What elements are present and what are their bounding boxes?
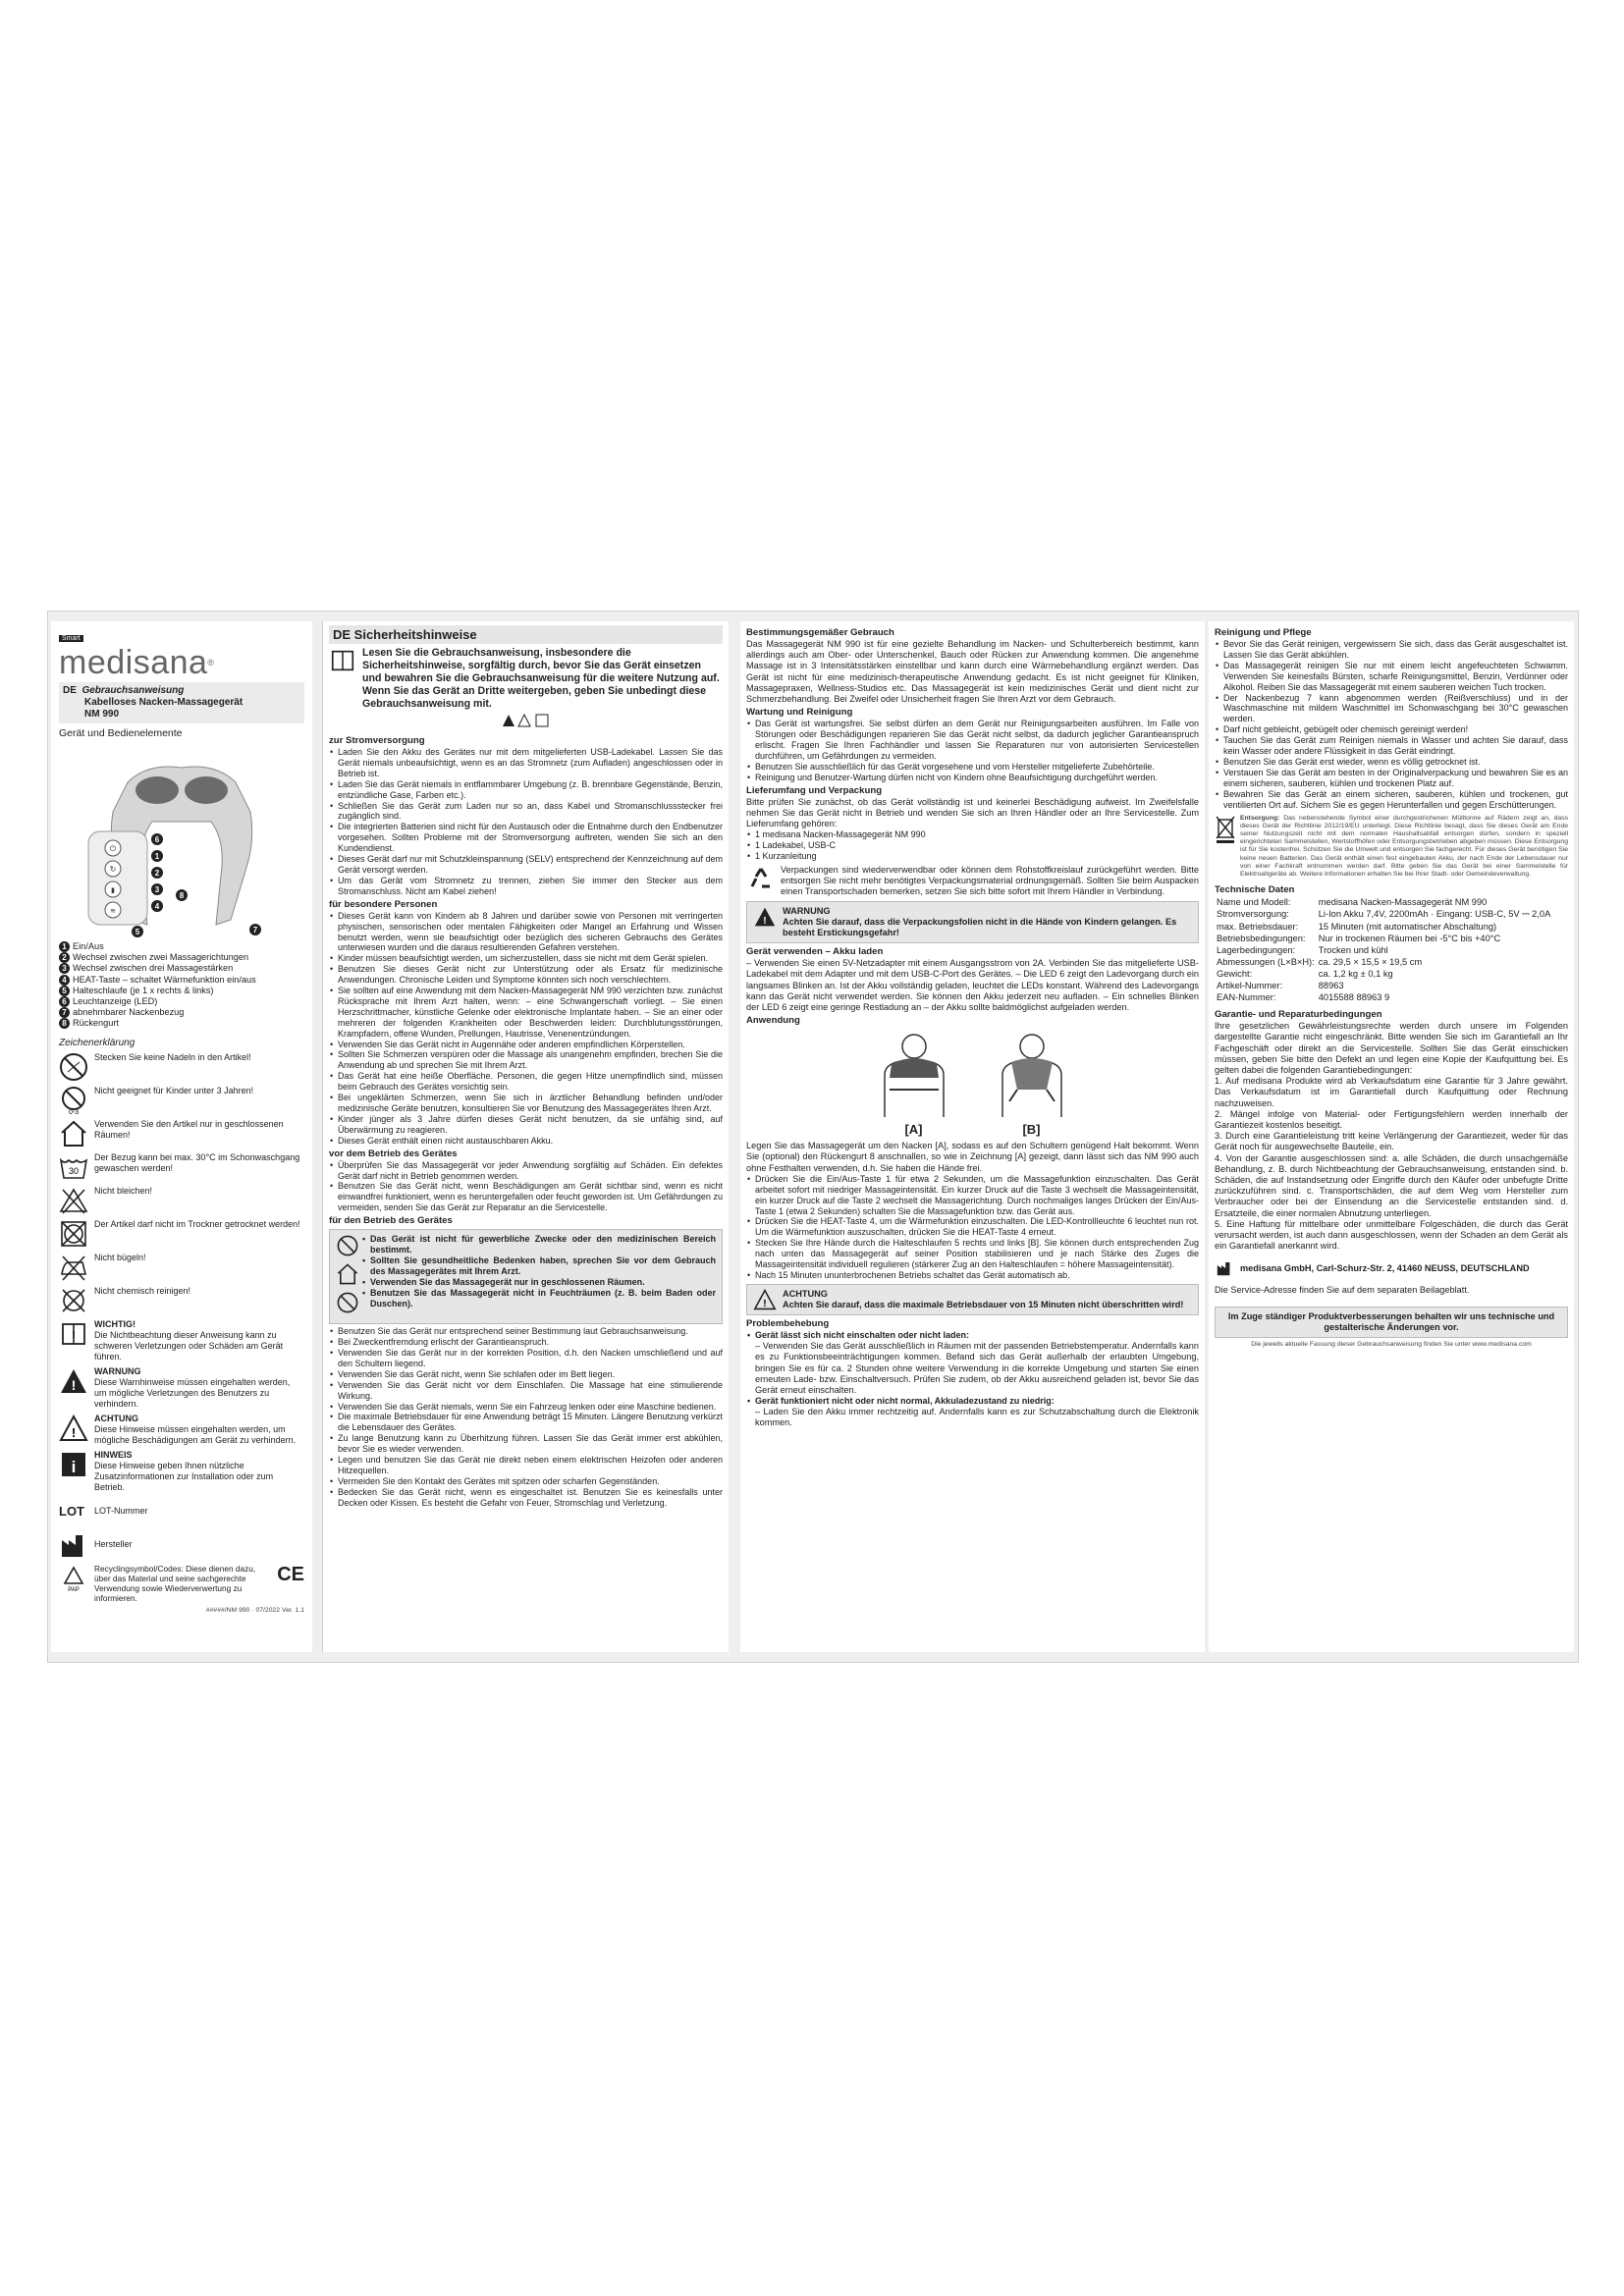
legend-row: Verwenden Sie den Artikel nur in geschlossenen Räumen! [59,1119,304,1148]
caution-triangle-icon [753,1289,777,1310]
parts-item: 3 Wechsel zwischen drei Massagestärken [59,963,304,974]
parts-item: 5 Halteschlaufe (je 1 x rechts & links) [59,986,304,996]
legend-row: Der Artikel darf nicht im Trockner getrocknet werden! [59,1219,304,1249]
important-row: ! WICHTIG! Die Nichtbeachtung dieser Anweisung kann zu schweren Verletzungen oder Schäden am Gerät führen. [59,1319,304,1362]
column-safety: DE Sicherheitshinweise Lesen Sie die Gebrauchsanweisung, insbesondere die Sicherheitshinweise, sorgfältig durch, bevor Sie das Gerät einsetzen und bewahren Sie die Gebrauchsanweisung für die weitere Nutzung auf. Wenn Sie das Gerät an Dritte weitergeben, geben Sie unbedingt diese Gebrauchsanweisung mit. zur Stromversorgung • Laden Sie den Akku des Gerätes nur mit dem mitgelieferten USB-Ladekabel. Lassen Sie das Gerät niemals unbeaufsichtigt, wenn es an das Stromnetz (zum Aufladen) angeschlossen oder in Betrieb ist. • Laden Sie das Gerät niemals in entflammbarer Umgebung (z. B. brennbare Gegenstände, Benzin, entzündliche Gase, Farben etc.). • Schließen Sie das Gerät zum Laden nur so an, dass Kabel und Stromanschlussstecker frei zugänglich sind. • Die integrierten Batterien sind nicht für den Austausch oder die Entnahme durch den Endbenutzer vorgesehen. Sollten Probleme mit der Stromversorgung auftreten, wenden Sie sich an den Kundendienst. • Dieses Gerät darf nur mit Schutzkleinspannung (SELV) entsprechend der Kennzeichnung auf dem Gerät versorgt werden. • Um das Gerät vom Stromnetz zu trennen, ziehen Sie immer den Stecker aus dem Stromanschluss. Nicht am Kabel ziehen! für besondere Personen • Dieses Gerät kann von Kindern ab 8 Jahren und darüber sowie von Personen mit verringerten physischen, sensorischen oder mentalen Fähigkeiten oder Mangel an Erfahrung und Wissen benutzt werden, wenn sie beaufsichtigt oder bezüglich des sicheren Gebrauchs des Gerätes unterwiesen wurden und die daraus resultierenden Gefahren verstehen. • Kinder müssen beaufsichtigt werden, um sicherzustellen, dass sie nicht mit dem Gerät spielen. • Benutzen Sie dieses Gerät nicht zur Unterstützung oder als Ersatz für medizinische Anwendungen. Chronische Leiden und Symptome könnten sich noch verschlechtern. • Sie sollten auf eine Anwendung mit dem Nacken-Massagegerät NM 990 verzichten bzw. zunächst Rücksprache mit Ihrem Arzt halten, wenn: – eine Schwangerschaft vorliegt. – Sie einen Herzschrittmacher, künstliche Gelenke oder elektronische Implantate haben. – Sie an einer oder mehreren der folgenden Krankheiten oder Beschwerden leiden: Durchblutungsstörungen, Krampfadern, offene Wunden, Prellungen, Hautrisse, Venenentzündungen. • Verwenden Sie das Gerät nicht in Augennähe oder anderen empfindlichen Körperstellen. • Sollten Sie Schmerzen verspüren oder die Massage als unangenehm empfinden, brechen Sie die Anwendung ab und sprechen Sie mit Ihrem Arzt. • Das Gerät hat eine heiße Oberfläche. Personen, die gegen Hitze unempfindlich sind, müssen beim Gebrauch des Gerätes vorsichtig sein. • Bei ungeklärten Schmerzen, wenn Sie sich in ärztlicher Behandlung befinden und/oder medizinische Geräte benutzen, konsultieren Sie vor Benutzung des Massagegerätes Ihren Arzt. • Kinder jünger als 3 Jahre dürfen dieses Gerät nicht benutzen, da sie unfähig sind, auf Überwärmung zu reagieren. • Dieses Gerät enthält einen nicht austauschbaren Akku. vor dem Betrieb des Gerätes • Überprüfen Sie das Massagegerät vor jeder Anwendung sorgfältig auf Schäden. Ein defektes Gerät darf nicht in Betrieb genommen werden. • Benutzen Sie das Gerät nicht, wenn Beschädigungen am Gerät sichtbar sind, wenn es nicht einwandfrei funktioniert, wenn es heruntergefallen oder feucht geworden ist. Um Gefährdungen zu vermeiden, senden Sie das Gerät zur Reparatur an die Servicestelle. für den Betrieb des Gerätes • Das Gerät ist nicht für gewerbliche Zwecke oder den medizinischen Bereich bestimmt. • Sollten Sie gesundheitliche Bedenken haben, sprechen Sie vor dem Gebrauch des Massagegerätes mit Ihrem Arzt. • Verwenden Sie das Massagegerät nur in geschlossenen Räumen. • Benutzen Sie das Massagegerät nicht in Feuchträumen (z. B. beim Baden oder Duschen). • Benutzen Sie das Gerät nur entsprechend seiner Bestimmung laut Gebrauchsanweisung. • Bei Zweckentfremdung erlischt der Garantieanspruch. • Verwenden Sie das Gerät nur in der korrekten Position, d.h. den Nacken umschließend und auf den Schultern liegend. • Verwenden Sie das Gerät nicht, wenn Sie schlafen oder im Bett liegen. • Verwenden Sie das Gerät nicht vor dem Einschlafen. Die Massage hat eine stimulierende Wirkung. • Verwenden Sie das Gerät niemals, wenn Sie ein Fahrzeug lenken oder eine Maschine bedienen. • Die maximale Betriebsdauer für eine Anwendung beträgt 15 Minuten. Längere Benutzung verkürzt die Lebensdauer des Gerätes. • Zu lange Benutzung kann zu Überhitzung führen. Lassen Sie das Gerät immer erst abkühlen, bevor Sie es wieder verwenden. • Legen und benutzen Sie das Gerät nie direkt neben einem elektrischen Heizofen oder anderen Hitzequellen. • Vermeiden Sie den Kontakt des Gerätes mit spitzen oder scharfen Gegenständen. • Bedecken Sie das Gerät nicht, wenn es eingeschaltet ist. Benutzen Sie es keinesfalls unter Decken oder Kissen. Es besteht die Gefahr von Feuer, Stromschlag und Verletzung. [322,621,729,1652]
svg-text:⏻: ⏻ [109,844,117,853]
legend-row: Stecken Sie keine Nadeln in den Artikel! [59,1052,304,1082]
brand-tag: Smart [59,635,83,642]
recycling-note: Verpackungen sind wiederverwendbar oder können dem Rohstoffkreislauf zurückgeführt werden. Bitte entsorgen Sie nicht mehr benötigtes Verpackungsmaterial ordnungsgemäß. Sollten Sie beim Auspacken einen Transportschaden bemerken, setzen Sie sich bitte sofort mit Ihrem Händler in Verbindung. [746,865,1199,898]
column-usage: Bestimmungsgemäßer Gebrauch Das Massagegerät NM 990 ist für eine gezielte Behandlung im Nacken- und Schulterbereich bestimmt, kann allerdings auch am Ober- oder Unterschenkel, Bauch oder Rücken zur Anwendung kommen. Die angenehme Massage ist in 3 Intensitätsstärken einstellbar und kann durch eine Wärmebehandlung ergänzt werden. Das Gerät ist nicht für eine medizinisch-therapeutische Anwendung gedacht. Es ist nicht geeignet für Kliniken, Massagepraxen, Wellness-Studios etc. Das Massagegerät ist kein medizinisches Gerät und dient nicht zur Schmerzbehandlung. Bei Zweifel oder Unsicherheit fragen Sie Ihren Arzt vor dem Gebrauch. Wartung und Reinigung • Das Gerät ist wartungsfrei. Sie selbst dürfen an dem Gerät nur Reinigungsarbeiten ausführen. Im Falle von Störungen oder Beschädigungen reparieren Sie das Gerät nicht selbst, da dadurch jeglicher Garantieanspruch erlischt. Fragen Sie Ihren Fachhändler und lassen Sie Reparaturen nur von autorisierten Servicestellen durchführen, um Gefährdungen zu vermeiden. • Benutzen Sie ausschließlich für das Gerät vorgesehene und vom Hersteller mitgelieferte Zubehörteile. • Reinigung und Benutzer-Wartung dürfen nicht von Kindern ohne Beaufsichtigung durchgeführt werden. Lieferumfang und Verpackung Bitte prüfen Sie zunächst, ob das Gerät vollständig ist und keinerlei Beschädigung aufweist. Im Zweifelsfalle nehmen Sie das Gerät nicht in Betrieb und wenden Sie sich an Ihren Händler oder an Ihre Servicestelle. Zum Lieferumfang gehören: • 1 medisana Nacken-Massagegerät NM 990 • 1 Ladekabel, USB-C • 1 Kurzanleitung Verpackungen sind wiederverwendbar oder können dem Rohstoffkreislauf zurückgeführt werden. Bitte entsorgen Sie nicht mehr benötigtes Verpackungsmaterial ordnungsgemäß. Sollten Sie beim Auspacken einen Transportschaden bemerken, setzen Sie sich bitte sofort mit Ihrem Händler in Verbindung. ! WARNUNG Achten Sie darauf, dass die Verpackungsfolien nicht in die Hände von Kindern gelangen. Es besteht Erstickungsgefahr! Gerät verwenden – Akku laden – Verwenden Sie einen 5V-Netzadapter mit einem Ausgangsstrom von 2A. Verbinden Sie das mitgelieferte USB-Ladekabel mit dem Adapter und mit dem USB-C-Port des Gerätes. – Die LED 6 zeigt den Ladevorgang durch ein langsames Blinken an. Ist der Akku vollständig geladen, leuchtet die LEDs konstant. Während des Ladevorgangs kann das Gerät nicht verwendet werden. Sie können den Akku jederzeit neu aufladen. – Ein schnelles Blinken der LED 6 zeigt eine geringe Restladung an – der Akku sollte baldmöglichst aufgeladen werden. Anwendung [A] [B] Legen Sie das Massagegerät um den Nacken [A], sodass es auf den Schultern genügend Halt bekommt. Wenn Sie (optional) den Rückengurt 8 anschnallen, so wie in Zeichnung [A] gezeigt, dann lässt sich das NM 990 auch ohne Festhalten verwenden, d.h. Sie haben die Hände frei. • Drücken Sie die Ein/Aus-Taste 1 für etwa 2 Sekunden, um die Massagefunktion einzuschalten. Das Gerät arbeitet sofort mit niedriger Massageintensität. Ein kurzer Druck auf die Taste 3 wechselt die Massageintensität, ein kurzer Druck auf die Taste 2 wechselt die Massagerichtung. Durch nochmaliges langes Drücken der Ein/Aus-Taste 1 (etwa 2 Sekunden) schalten Sie die Massagefunktion bzw. das Gerät aus. • Drücken Sie die HEAT-Taste 4, um die Wärmefunktion einzuschalten. Die LED-Kontrollleuchte 6 leuchtet nun rot. Um die Wärmefunktion auszuschalten, drücken Sie die HEAT-Taste 4 erneut. • Stecken Sie Ihre Hände durch die Halteschlaufen 5 rechts und links [B]. Sie können durch entsprechenden Zug nach unten das Massagegerät auf seiner Position stabilisieren und je nach Stärke des Zuges die Massageintensität individuell regulieren (stärkerer Zug an den Halteschlaufen = höhere Massageintensität). • Nach 15 Minuten ununterbrochenen Betriebs schaltet das Gerät automatisch ab. ! ACHTUNG Achten Sie darauf, dass die maximale Betriebsdauer von 15 Minuten nicht überschritten wird! Problembehebung • Gerät lässt sich nicht einschalten oder nicht laden: – Verwenden Sie das Gerät ausschließlich in Räumen mit der passenden Betriebstemperatur. Andernfalls kann es zu Funktionsbeeinträchtigungen kommen. Befand sich das Gerät außerhalb der erlaubten Umgebung, bringen Sie es für ca. 2 Stunden ohne weitere Verwendung in die korrekte Umgebung und starten Sie einen erneuten Lade- bzw. Einschaltversuch. Prüfen Sie zudem, ob der Akku ausreichend geladen ist, bevor Sie das Gerät erneut einschalten. • Gerät funktioniert nicht oder nicht normal, Akkuladezustand zu niedrig: – Laden Sie den Akku immer rechtzeitig auf. Andernfalls kann es zur Schutzabschaltung durch die Elektronik kommen. [740,621,1205,1652]
tech-row: Artikel-Nummer: 88963 [1217,981,1344,991]
package-warning: ! WARNUNG Achten Sie darauf, dass die Verpackungsfolien nicht in die Hände von Kindern gelangen. Es besteht Erstickungsgefahr! [746,901,1199,944]
factory-icon [1215,1259,1234,1277]
warning-triangle-icon [753,906,777,928]
before-list: • Überprüfen Sie das Massagegerät vor jeder Anwendung sorgfältig auf Schäden. Ein defektes Gerät darf nicht in Betrieb genommen werden. • Benutzen Sie das Gerät nicht, wenn Beschädigungen am Gerät sichtbar sind, wenn es nicht einwandfrei funktioniert, wenn es heruntergefallen oder feucht geworden ist. Um Gefährdungen zu vermeiden, senden Sie das Gerät zur Reparatur an die Servicestelle. [329,1160,723,1214]
svg-text:!: ! [72,1329,76,1341]
svg-text:7: 7 [252,926,258,934]
svg-text:3: 3 [154,885,160,894]
svg-text:≋: ≋ [110,908,116,915]
legend-row: 30 Der Bezug kann bei max. 30°C im Schonwaschgang gewaschen werden! [59,1152,304,1182]
safety-title: DE Sicherheitshinweise [329,625,723,644]
person-front-illustration [988,1031,1076,1117]
indoor-only-icon [59,1119,88,1148]
indoor-icon [336,1262,359,1286]
svg-text:i: i [71,1457,77,1476]
svg-text:!: ! [763,915,767,927]
product-header: DE Gebrauchsanweisung Kabelloses Nacken-Massagegerät NM 990 [59,682,304,723]
tech-row: Abmessungen (L×B×H): ca. 29,5 × 15,5 × 19,5 cm [1217,957,1423,968]
legend-row: Nicht bügeln! [59,1253,304,1282]
safety-box [329,1229,723,1324]
safety-box-list: • Das Gerät ist nicht für gewerbliche Zwecke oder den medizinischen Bereich bestimmt. • Sollten Sie gesundheitliche Bedenken haben, sprechen Sie vor dem Gebrauch des Massagegerätes mit Ihrem Arzt. • Verwenden Sie das Massagegerät nur in geschlossenen Räumen. • Benutzen Sie das Massagegerät nicht in Feuchträumen (z. B. beim Baden oder Duschen). [361,1234,716,1319]
svg-text:▮: ▮ [111,887,115,894]
improvement-note: Im Zuge ständiger Produktverbesserungen behalten wir uns technische und gestalterische Änderungen vor. [1215,1307,1568,1338]
info-icon [59,1450,88,1479]
safety-symbols [329,714,723,732]
safety-intro: Lesen Sie die Gebrauchsanweisung, insbesondere die Sicherheitshinweise, sorgfältig durch, bevor Sie das Gerät einsetzen und bewahren Sie die Gebrauchsanweisung für die weitere Nutzung auf. Wenn Sie das Gerät an Dritte weitergeben, geben Sie unbedingt diese Gebrauchsanweisung mit. [329,647,723,711]
tech-row: Betriebsbedingungen: Nur in trockenen Räumen bei -5°C bis +40°C [1217,934,1501,944]
svg-text:!: ! [71,1376,77,1393]
no-dry-clean-icon [59,1286,88,1315]
delivery-list: • 1 medisana Nacken-Massagegerät NM 990 • 1 Ladekabel, USB-C • 1 Kurzanleitung [746,829,1199,862]
parts-item: 4 HEAT-Taste – schaltet Wärmefunktion ein/aus [59,975,304,986]
recycle-code-icon [59,1564,88,1593]
svg-text:8: 8 [179,891,185,900]
factory-icon [59,1530,88,1560]
svg-text:↻: ↻ [109,865,117,874]
lot-label: LOT [59,1503,84,1519]
footer-code: #####/NM 990 · 07/2022 Ver. 1.1 [205,1606,304,1614]
cleaning-list: • Bevor Sie das Gerät reinigen, vergewissern Sie sich, dass das Gerät ausgeschaltet ist. Lassen Sie das Gerät abkühlen. • Das Massagegerät reinigen Sie nur mit einem leicht angefeuchteten Schwamm. Verwenden Sie keinesfalls Bürsten, scharfe Reinigungsmittel, Benzin, Verdünner oder Alkohol. Reiben Sie das Massagegerät mit einem sauberen weichen Tuch trocken. • Der Nackenbezug 7 kann abgenommen werden (Reißverschluss) und in der Waschmaschine mit mildem Waschmittel im Schonwaschgang bei 30°C gewaschen werden. • Darf nicht gebleicht, gebügelt oder chemisch gereinigt werden! • Tauchen Sie das Gerät zum Reinigen niemals in Wasser und achten Sie darauf, dass kein Wasser oder andere Flüssigkeit in das Gerät eindringt. • Benutzen Sie das Gerät erst wieder, wenn es völlig getrocknet ist. • Verstauen Sie das Gerät am besten in der Originalverpackung und bewahren Sie es an einem sicheren, sauberen, kühlen und trockenen Platz auf. • Bewahren Sie das Gerät an einem sicheren, sauberen, kühlen und trockenen, gut ventilierten Ort auf. Sichern Sie es gegen Herunterfallen und gegen Erschütterungen. [1215,639,1568,811]
usage-figures [746,1031,1199,1137]
figure-a: [A] [870,1031,958,1137]
no-iron-icon [59,1253,88,1282]
persons-list: • Dieses Gerät kann von Kindern ab 8 Jahren und darüber sowie von Personen mit verringerten physischen, sensorischen oder mentalen Fähigkeiten oder Mangel an Erfahrung und Wissen benutzt werden, wenn sie beaufsichtigt oder bezüglich des sicheren Gebrauchs des Gerätes unterwiesen wurden und die daraus resultierenden Gefahren verstehen. • Kinder müssen beaufsichtigt werden, um sicherzustellen, dass sie nicht mit dem Gerät spielen. • Benutzen Sie dieses Gerät nicht zur Unterstützung oder als Ersatz für medizinische Anwendungen. Chronische Leiden und Symptome könnten sich noch verschlechtern. • Sie sollten auf eine Anwendung mit dem Nacken-Massagegerät NM 990 verzichten bzw. zunächst Rücksprache mit Ihrem Arzt halten, wenn: – eine Schwangerschaft vorliegt. – Sie einen Herzschrittmacher, künstliche Gelenke oder elektronische Implantate haben. – Sie an einer oder mehreren der folgenden Krankheiten oder Beschwerden leiden: Durchblutungsstörungen, Krampfadern, offene Wunden, Prellungen, Hautrisse, Venenentzündungen. • Verwenden Sie das Gerät nicht in Augennähe oder anderen empfindlichen Körperstellen. • Sollten Sie Schmerzen verspüren oder die Massage als unangenehm empfinden, brechen Sie die Anwendung ab und sprechen Sie mit Ihrem Arzt. • Das Gerät hat eine heiße Oberfläche. Personen, die gegen Hitze unempfindlich sind, müssen beim Gebrauch des Gerätes vorsichtig sein. • Bei ungeklärten Schmerzen, wenn Sie sich in ärztlicher Behandlung befinden und/oder medizinische Geräte benutzen, konsultieren Sie vor Benutzung des Massagegerätes Ihren Arzt. • Kinder jünger als 3 Jahre dürfen dieses Gerät nicht benutzen, da sie unfähig sind, auf Überwärmung zu reagieren. • Dieses Gerät enthält einen nicht austauschbaren Akku. [329,911,723,1147]
company-row: medisana GmbH, Carl-Schurz-Str. 2, 41460 NEUSS, DEUTSCHLAND [1215,1259,1568,1277]
recycling-icon [746,865,776,894]
no-needles-icon [59,1052,88,1082]
tech-row: Name und Modell: medisana Nacken-Massagegerät NM 990 [1217,897,1488,908]
parts-item: 1 Ein/Aus [59,941,304,952]
note-row: i HINWEIS Diese Hinweise geben Ihnen nützliche Zusatzinformationen zur Installation oder zum Betrieb. [59,1450,304,1493]
legend-row: Nicht chemisch reinigen! [59,1286,304,1315]
parts-item: 2 Wechsel zwischen zwei Massagerichtungen [59,952,304,963]
ce-mark: CE [277,1563,304,1585]
maintenance-list: • Das Gerät ist wartungsfrei. Sie selbst dürfen an dem Gerät nur Reinigungsarbeiten ausführen. Im Falle von Störungen oder Beschädigungen reparieren Sie das Gerät nicht selbst, da dadurch jeglicher Garantieanspruch erlischt. Fragen Sie Ihren Fachhändler und lassen Sie Reparaturen nur von autorisierten Servicestellen durchführen, um Gefährdungen zu vermeiden. • Benutzen Sie ausschließlich für das Gerät vorgesehene und vom Hersteller mitgelieferte Zubehörteile. • Reinigung und Benutzer-Wartung dürfen nicht von Kindern ohne Beaufsichtigung durchgeführt werden. [746,719,1199,782]
warning-triangle-icon [59,1366,88,1396]
no-children-icon [59,1086,88,1115]
wash-30-icon [59,1152,88,1182]
svg-text:!: ! [71,1424,77,1440]
tech-row: Lagerbedingungen: Trocken und kühl [1217,945,1388,956]
column-care: Reinigung und Pflege • Bevor Sie das Gerät reinigen, vergewissern Sie sich, dass das Gerät ausgeschaltet ist. Lassen Sie das Gerät abkühlen. • Das Massagegerät reinigen Sie nur mit einem leicht angefeuchteten Schwamm. Verwenden Sie keinesfalls Bürsten, scharfe Reinigungsmittel, Benzin, Verdünner oder Alkohol. Reiben Sie das Massagegerät mit einem sauberen weichen Tuch trocken. • Der Nackenbezug 7 kann abgenommen werden (Reißverschluss) und in der Waschmaschine mit mildem Waschmittel im Schonwaschgang bei 30°C gewaschen werden. • Darf nicht gebleicht, gebügelt oder chemisch gereinigt werden! • Tauchen Sie das Gerät zum Reinigen niemals in Wasser und achten Sie darauf, dass kein Wasser oder andere Flüssigkeit in das Gerät eindringt. • Benutzen Sie das Gerät erst wieder, wenn es völlig getrocknet ist. • Verstauen Sie das Gerät am besten in der Originalverpackung und bewahren Sie es an einem sicheren, sauberen, kühlen und trockenen Platz auf. • Bewahren Sie das Gerät an einem sicheren, sauberen, kühlen und trockenen, gut ventilierten Ort auf. Sichern Sie es gegen Herunterfallen und gegen Erschütterungen. Entsorgung: Das nebenstehende Symbol einer durchgestrichenen Mülltonne auf Rädern zeigt an, dass dieses Gerät der Richtlinie 2012/19/EU unterliegt. Diese Richtlinie besagt, dass Sie dieses Gerät am Ende seiner Nutzungszeit nicht mit dem normalen Haushaltsabfall entsorgen dürfen, sondern in speziell eingerichteten Sammelstellen, Wertstoffhöfen oder Entsorgungsbetrieben abgeben müssen. Diese Entsorgung ist für Sie kostenfrei. Schützen Sie die Umwelt und entsorgen Sie fachgerecht. Für dieses Gerät benötigen Sie keine neuen Batterien. Das Gerät enthält einen fest eingebauten Akku, der nach Ende der Lebensdauer nur von einer Fachkraft entnommen werden darf. Bitte geben Sie das Gerät bei einer Sammelstelle für Elektroaltgeräte ab. Weitere Informationen erhalten Sie bei Ihrer Stadt- oder Gemeindeverwaltung. Technische Daten Name und Modell: medisana Nacken-Massagegerät NM 990 Stromversorgung: Li-Ion Akku 7,4V, 2200mAh · Eingang: USB-C, 5V ⎓ 2,0A max. Betriebsdauer: 15 Minuten (mit automatischer Abschaltung) Betriebsbedingungen: Nur in trockenen Räumen bei -5°C bis +40°C Lagerbedingungen: Trocken und kühl Abmessungen (L×B×H): ca. 29,5 × 15,5 × 19,5 cm Gewicht: ca. 1,2 kg ± 0,1 kg Artikel-Nummer: 88963 EAN-Nummer: 4015588 88963 9 Garantie- und Reparaturbedingungen Ihre gesetzlichen Gewährleistungsrechte werden durch unsere im Folgenden dargestellte Garantie nicht eingeschränkt. Bitte wenden Sie sich im Garantiefall an Ihr Fachgeschäft oder direkt an die Servicestelle. Sollten Sie das Gerät einschicken müssen, geben Sie bitte den Defekt an und legen eine Kopie der Kaufquittung bei. Es gelten dabei die folgenden Garantiebedingungen: 1. Auf medisana Produkte wird ab Verkaufsdatum eine Garantie für 3 Jahre gewährt. Das Verkaufsdatum ist im Garantiefall durch Kaufquittung oder Rechnung nachzuweisen. 2. Mängel infolge von Material- oder Fertigungsfehlern werden innerhalb der Garantiezeit kostenlos beseitigt. 3. Durch eine Garantieleistung tritt keine Verlängerung der Garantiezeit, weder für das Gerät noch für ausgewechselte Bauteile, ein. 4. Von der Garantie ausgeschlossen sind: a. alle Schäden, die durch unsachgemäße Behandlung, z. B. durch Nichtbeachtung der Gebrauchsanweisung, entstanden sind. b. Schäden, die auf Instandsetzung oder Eingriffe durch den Käufer oder unbefugte Dritte zurückzuführen sind. c. Transportschäden, die auf dem Weg vom Hersteller zum Verbraucher oder bei der Einsendung an die Servicestelle entstanden sind. d. Ersatzteile, die einer normalen Abnutzung unterliegen. 5. Eine Haftung für mittelbare oder unmittelbare Folgeschäden, die durch das Gerät verursacht werden, ist auch dann ausgeschlossen, wenn der Schaden an dem Gerät als ein Garantiefall anerkannt wird. medisana GmbH, Carl-Schurz-Str. 2, 41460 NEUSS, DEUTSCHLAND Die Service-Adresse finden Sie auf dem separaten Beilageblatt. Im Zuge ständiger Produktverbesserungen behalten wir uns technische und gestalterische Änderungen vor. Die jeweils aktuelle Fassung dieser Gebrauchsanweisung finden Sie unter www.medisana.com [1209,621,1574,1652]
apply-steps: • Drücken Sie die Ein/Aus-Taste 1 für etwa 2 Sekunden, um die Massagefunktion einzuschalten. Das Gerät arbeitet sofort mit niedriger Massageintensität. Ein kurzer Druck auf die Taste 3 wechselt die Massageintensität, ein kurzer Druck auf die Taste 2 wechselt die Massagerichtung. Durch nochmaliges langes Drücken der Ein/Aus-Taste 1 (etwa 2 Sekunden) schalten Sie die Massagefunktion bzw. das Gerät aus. • Drücken Sie die HEAT-Taste 4, um die Wärmefunktion einzuschalten. Die LED-Kontrollleuchte 6 leuchtet nun rot. Um die Wärmefunktion auszuschalten, drücken Sie die HEAT-Taste 4 erneut. • Stecken Sie Ihre Hände durch die Halteschlaufen 5 rechts und links [B]. Sie können durch entsprechenden Zug nach unten das Massagegerät auf seiner Position stabilisieren und je nach Stärke des Zuges die Massageintensität individuell regulieren (stärkerer Zug an den Halteschlaufen = höhere Massageintensität). • Nach 15 Minuten ununterbrochenen Betriebs schaltet das Gerät automatisch ab. [746,1174,1199,1281]
svg-text:PAP: PAP [68,1586,80,1593]
crossed-bin-icon [1215,815,1236,844]
no-commercial-icon [336,1234,359,1257]
trouble-list: • Gerät lässt sich nicht einschalten oder nicht laden: [746,1330,1199,1341]
brand-logo: medisana® [59,644,215,681]
svg-text:5: 5 [135,928,140,936]
parts-item: 6 Leuchtanzeige (LED) [59,996,304,1007]
warranty-list: 1. Auf medisana Produkte wird ab Verkaufsdatum eine Garantie für 3 Jahre gewährt. Das Verkaufsdatum ist im Garantiefall durch Kaufquittung oder Rechnung nachzuweisen. 2. Mängel infolge von Material- oder Fertigungsfehlern werden innerhalb der Garantiezeit kostenlos beseitigt. 3. Durch eine Garantieleistung tritt keine Verlängerung der Garantiezeit, weder für das Gerät noch für ausgewechselte Bauteile, ein. 4. Von der Garantie ausgeschlossen sind: a. alle Schäden, die durch unsachgemäße Behandlung, z. B. durch Nichtbeachtung der Gebrauchsanweisung, entstanden sind. b. Schäden, die auf Instandsetzung oder Eingriffe durch den Käufer oder unbefugte Dritte zurückzuführen sind. c. Transportschäden, die auf dem Weg vom Hersteller zum Verbraucher oder bei der Einsendung an die Servicestelle entstanden sind. d. Ersatzteile, die einer normalen Abnutzung unterliegen. 5. Eine Haftung für mittelbare oder unmittelbare Folgeschäden, die durch das Gerät verursacht werden, ist auch dann ausgeschlossen, wenn der Schaden an dem Gerät als ein Garantiefall anerkannt wird. [1215,1076,1568,1252]
operation-list: • Benutzen Sie das Gerät nur entsprechend seiner Bestimmung laut Gebrauchsanweisung. • Bei Zweckentfremdung erlischt der Garantieanspruch. • Verwenden Sie das Gerät nur in der korrekten Position, d.h. den Nacken umschließend und auf den Schultern liegend. • Verwenden Sie das Gerät nicht, wenn Sie schlafen oder im Bett liegen. • Verwenden Sie das Gerät nicht vor dem Einschlafen. Die Massage hat eine stimulierende Wirkung. • Verwenden Sie das Gerät niemals, wenn Sie ein Fahrzeug lenken oder eine Maschine bedienen. • Die maximale Betriebsdauer für eine Anwendung beträgt 15 Minuten. Längere Benutzung verkürzt die Lebensdauer des Gerätes. • Zu lange Benutzung kann zu Überhitzung führen. Lassen Sie das Gerät immer erst abkühlen, bevor Sie es wieder verwenden. • Legen und benutzen Sie das Gerät nie direkt neben einem elektrischen Heizofen oder anderen Hitzequellen. • Vermeiden Sie den Kontakt des Gerätes mit spitzen oder scharfen Gegenständen. • Bedecken Sie das Gerät nicht, wenn es eingeschaltet ist. Benutzen Sie es keinesfalls unter Decken oder Kissen. Es besteht die Gefahr von Feuer, Stromschlag und Verletzung. [329,1326,723,1508]
no-bleach-icon [59,1186,88,1215]
no-shower-icon [336,1291,359,1314]
time-warning: ! ACHTUNG Achten Sie darauf, dass die maximale Betriebsdauer von 15 Minuten nicht überschritten wird! [746,1284,1199,1315]
manufacturer-row: Hersteller [59,1530,304,1560]
svg-text:6: 6 [154,835,160,844]
recycle-row: PAP Recyclingsymbol/Codes: Diese dienen dazu, über das Material und seine sachgerechte Verwendung sowie Wiederverwertung zu informieren. CE [59,1564,304,1603]
read-manual-icon [329,647,356,674]
caution-triangle-icon [59,1414,88,1443]
parts-list [59,941,304,1030]
person-back-illustration [870,1031,958,1117]
power-list: • Laden Sie den Akku des Gerätes nur mit dem mitgelieferten USB-Ladekabel. Lassen Sie das Gerät niemals unbeaufsichtigt, wenn es an das Stromnetz (zum Aufladen) angeschlossen oder in Betrieb ist. • Laden Sie das Gerät niemals in entflammbarer Umgebung (z. B. brennbare Gegenstände, Benzin, entzündliche Gase, Farben etc.). • Schließen Sie das Gerät zum Laden nur so an, dass Kabel und Stromanschlussstecker frei zugänglich sind. • Die integrierten Batterien sind nicht für den Austausch oder die Entnahme durch den Endbenutzer vorgesehen. Sollten Probleme mit der Stromversorgung auftreten, wenden Sie sich an den Kundendienst. • Dieses Gerät darf nur mit Schutzkleinspannung (SELV) entsprechend der Kennzeichnung auf dem Gerät versorgt werden. • Um das Gerät vom Stromnetz zu trennen, ziehen Sie immer den Stecker aus dem Stromanschluss. Nicht am Kabel ziehen! [329,747,723,897]
no-tumble-dry-icon [59,1219,88,1249]
figure-b: [B] [988,1031,1076,1137]
disposal-section: Entsorgung: Das nebenstehende Symbol einer durchgestrichenen Mülltonne auf Rädern zeigt an, dass dieses Gerät der Richtlinie 2012/19/EU unterliegt. Diese Richtlinie besagt, dass Sie dieses Gerät am Ende seiner Nutzungszeit nicht mit dem normalen Haushaltsabfall entsorgen dürfen, sondern in speziell eingerichteten Sammelstellen, Wertstoffhöfen oder Entsorgungsbetrieben abgeben müssen. Diese Entsorgung ist für Sie kostenfrei. Schützen Sie die Umwelt und entsorgen Sie fachgerecht. Für dieses Gerät benötigen Sie keine neuen Batterien. Das Gerät enthält einen fest eingebauten Akku, der nach Ende der Lebensdauer nur von einer Fachkraft entnommen werden darf. Bitte geben Sie das Gerät bei einer Sammelstelle für Elektroaltgeräte ab. Weitere Informationen erhalten Sie bei Ihrer Stadt- oder Gemeindeverwaltung. [1215,815,1568,880]
tech-row: max. Betriebsdauer: 15 Minuten (mit automatischer Abschaltung) [1217,922,1497,933]
legend-row: 0-3 Nicht geeignet für Kinder unter 3 Jahren! [59,1086,304,1115]
instruction-sheet [47,611,1579,1663]
caution-row: ! ACHTUNG Diese Hinweise müssen eingehalten werden, um mögliche Beschädigungen am Gerät zu verhindern. [59,1414,304,1446]
warning-row: ! WARNUNG Diese Warnhinweise müssen eingehalten werden, um mögliche Verletzungen des Benutzers zu verhindern. [59,1366,304,1410]
lot-row: LOT LOT-Nummer [59,1497,304,1526]
online-version-note: Die jeweils aktuelle Fassung dieser Gebrauchsanweisung finden Sie unter www.medisana.com [1251,1341,1532,1348]
svg-text:4: 4 [154,902,160,911]
parts-item: 8 Rückengurt [59,1018,304,1029]
svg-text:2: 2 [154,869,160,878]
legend-row: Nicht bleichen! [59,1186,304,1215]
tech-row: Gewicht: ca. 1,2 kg ± 0,1 kg [1217,969,1393,980]
svg-text:0-3: 0-3 [68,1108,80,1115]
legend-title: Zeichenerklärung [59,1037,135,1048]
column-overview [51,621,312,1652]
tech-row: Stromversorgung: Li-Ion Akku 7,4V, 2200mAh · Eingang: USB-C, 5V ⎓ 2,0A [1217,909,1551,920]
parts-item: 7 abnehmbarer Nackenbezug [59,1007,304,1018]
svg-text:1: 1 [154,852,160,861]
warning-symbols-icon [502,714,551,727]
svg-text:!: ! [763,1298,767,1309]
tech-table [1215,896,1552,1003]
device-illustration [59,743,304,939]
tech-row: EAN-Nummer: 4015588 88963 9 [1217,992,1390,1003]
svg-text:30: 30 [68,1165,80,1176]
book-icon [59,1319,88,1349]
parts-title: Gerät und Bedienelemente [59,727,183,739]
